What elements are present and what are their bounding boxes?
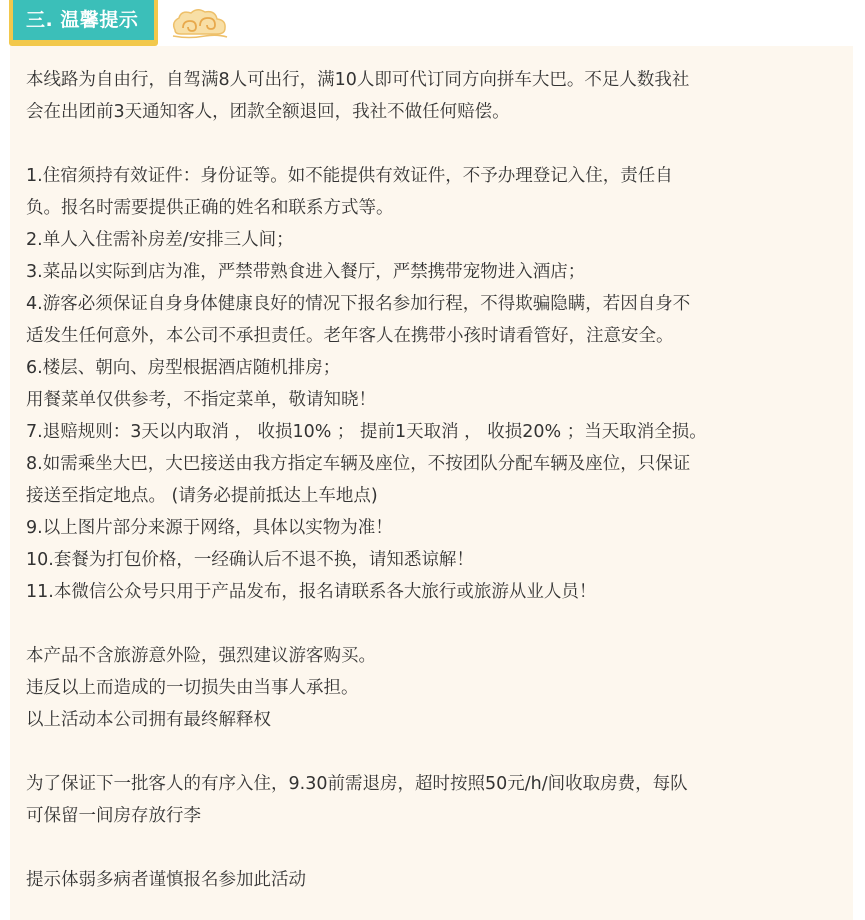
section-title: 三. 温馨提示 [13, 0, 154, 40]
notice-item: 8.如需乘坐大巴，大巴接送由我方指定车辆及座位，不按团队分配车辆及座位，只保证 [26, 454, 691, 474]
notice-item: 3.菜品以实际到店为准，严禁带熟食进入餐厅，严禁携带宠物进入酒店； [26, 262, 586, 282]
checkout-note: 可保留一间房存放行李 [26, 806, 201, 826]
auspicious-cloud-icon [169, 6, 229, 40]
notice-item: 适发生任何意外，本公司不承担责任。老年客人在携带小孩时请看管好，注意安全。 [26, 326, 674, 346]
checkout-note: 为了保证下一批客人的有序入住，9.30前需退房，超时按照50元/h/间收取房费，每队 [26, 774, 688, 794]
notice-item: 10.套餐为打包价格，一经确认后不退不换，请知悉谅解！ [26, 550, 474, 570]
paragraph-gap [26, 736, 838, 768]
intro-paragraph: 本线路为自由行，自驾满8人可出行，满10人即可代订同方向拼车大巴。不足人数我社 [26, 70, 690, 90]
notice-item: 用餐菜单仅供参考，不指定菜单，敬请知晓！ [26, 390, 376, 410]
paragraph-gap [26, 608, 838, 640]
insurance-note: 本产品不含旅游意外险，强烈建议游客购买。 [26, 646, 376, 666]
notice-item: 11.本微信公众号只用于产品发布，报名请联系各大旅行或旅游从业人员！ [26, 582, 597, 602]
notice-item: 6.楼层、朝向、房型根据酒店随机排房； [26, 358, 341, 378]
liability-note: 违反以上而造成的一切损失由当事人承担。 [26, 678, 359, 698]
section-header [9, 0, 865, 46]
notice-item: 4.游客必须保证自身身体健康良好的情况下报名参加行程，不得欺骗隐瞒，若因自身不 [26, 294, 691, 314]
section-title-tab [9, 0, 158, 46]
notice-item: 负。报名时需要提供正确的姓名和联系方式等。 [26, 198, 394, 218]
intro-paragraph: 会在出团前3天通知客人，团款全额退回，我社不做任何赔偿。 [26, 102, 510, 122]
notice-item: 1.住宿须持有效证件：身份证等。如不能提供有效证件，不予办理登记入住，责任自 [26, 166, 673, 186]
paragraph-gap [26, 832, 838, 864]
interpretation-note: 以上活动本公司拥有最终解释权 [26, 710, 271, 730]
notice-item: 接送至指定地点。 (请务必提前抵达上车地点) [26, 486, 378, 506]
notice-item: 7.退赔规则：3天以内取消 ， 收损10% ； 提前1天取消 ， 收损20% ；当天取消全损。 [26, 422, 707, 442]
notice-item: 2.单人入住需补房差/安排三人间； [26, 230, 294, 250]
notice-content [26, 64, 838, 896]
health-warning: 提示体弱多病者谨慎报名参加此活动 [26, 870, 306, 890]
paragraph-gap [26, 128, 838, 160]
notice-item: 9.以上图片部分来源于网络，具体以实物为准！ [26, 518, 393, 538]
